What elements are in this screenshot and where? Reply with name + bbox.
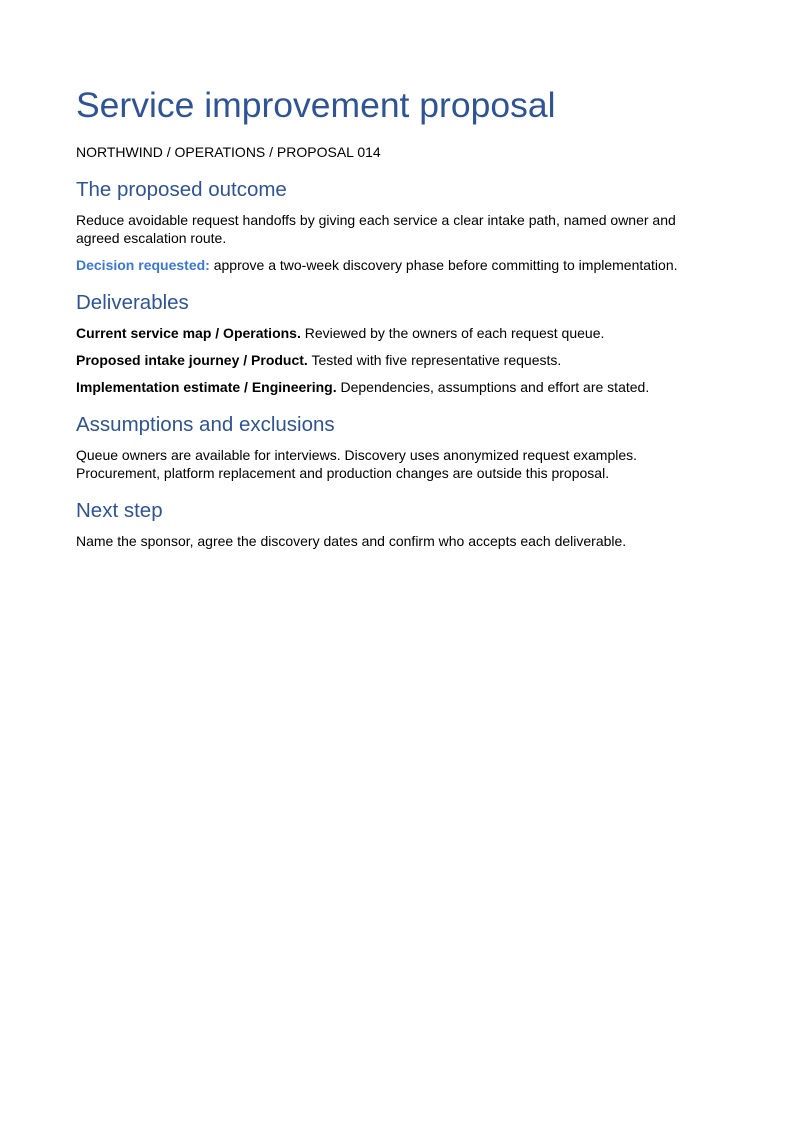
next-step-text: Name the sponsor, agree the discovery dates and confirm who accepts each deliverable. [76,533,627,549]
decision-text: approve a two-week discovery phase before committing to implementation. [209,257,678,273]
document-reference: NORTHWIND / OPERATIONS / PROPOSAL 014 [76,144,381,160]
deliverables-heading: Deliverables [76,291,189,314]
next-step-heading: Next step [76,499,163,522]
deliverable-detail: Dependencies, assumptions and effort are stated. [336,379,650,395]
assumptions-heading: Assumptions and exclusions [76,413,335,436]
deliverable-name: Current service map / Operations. [76,325,301,341]
assumptions-text: Queue owners are available for interviews. Discovery uses anonymized request examples. Procurement, platform replacement and production changes are outside this proposal. [76,447,638,481]
deliverable-name: Proposed intake journey / Product. [76,352,308,368]
deliverables-section [76,291,720,396]
deliverable-item [76,378,720,396]
decision-label: Decision requested: [76,257,210,273]
decision-paragraph [76,256,720,274]
deliverable-name: Implementation estimate / Engineering. [76,379,337,395]
outcome-section [76,178,720,274]
outcome-heading: The proposed outcome [76,178,287,201]
outcome-summary: Reduce avoidable request handoffs by giving each service a clear intake path, named owner and agreed escalation route. [76,212,676,246]
deliverable-item [76,351,720,369]
assumptions-section [76,413,720,482]
deliverable-detail: Tested with five representative requests. [307,352,562,368]
document-title: Service improvement proposal [76,85,556,125]
deliverable-detail: Reviewed by the owners of each request queue. [300,325,605,341]
deliverable-item [76,324,720,342]
next-step-section [76,499,720,550]
